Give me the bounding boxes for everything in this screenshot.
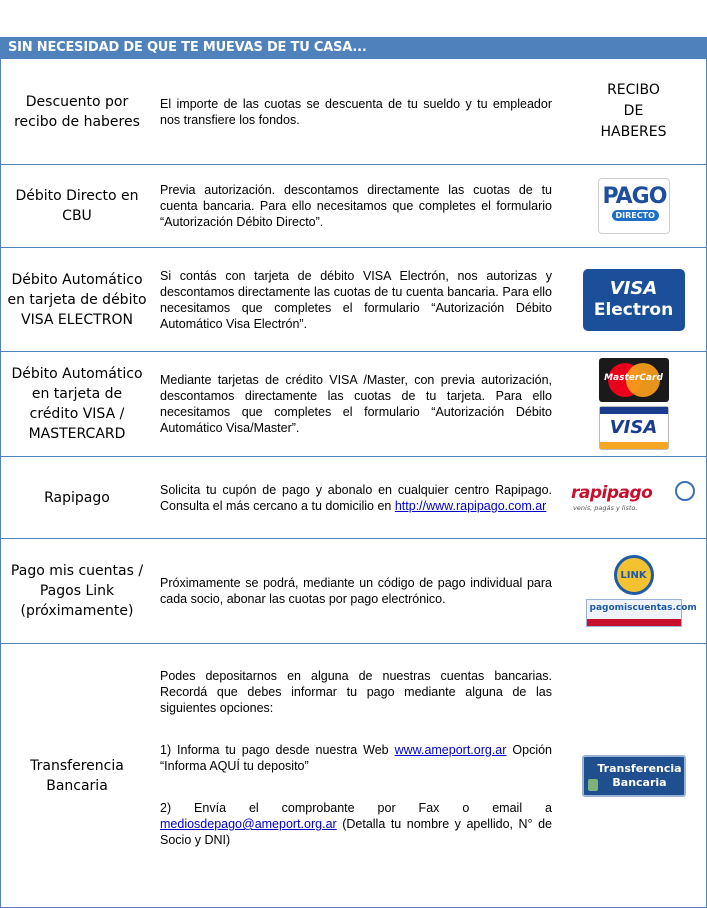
row-text: Próximamente se podrá, mediante un código de pago individual para cada socio, abonar las cuotas por pago electrónico. (160, 576, 552, 606)
transferencia-bancaria-logo (561, 644, 706, 907)
row-text-paragraph: (Detalla tu nombre y apellido, N° de Socio y DNI) (160, 817, 552, 847)
row-text-cell (160, 352, 552, 456)
row-text-cell (160, 539, 552, 643)
row-title-cell (1, 248, 153, 351)
pagomiscuentas-logo-text: pagomiscuentas.com (589, 603, 697, 613)
row-text: El importe de las cuotas se descuenta de tu sueldo y tu empleador nos transfiere los fondos. (160, 96, 552, 127)
row-title: Pago mis cuentas / Pagos Link (próximamente) (10, 563, 144, 619)
table-row (0, 165, 707, 248)
rapipago-logo (561, 457, 706, 538)
row-text-cell (160, 59, 552, 164)
row-text-cell (160, 248, 552, 351)
mastercard-logo (599, 358, 669, 402)
magnifier-icon (675, 481, 695, 501)
visa-electron-logo (561, 248, 706, 351)
link-logo (614, 555, 654, 595)
pago-directo-logo-sub: DIRECTO (612, 210, 659, 221)
transferencia-logo-line2: Bancaria (612, 775, 667, 789)
link-logo-text: LINK (620, 569, 647, 581)
pago-directo-logo-text: PAGO (602, 184, 667, 209)
card-logos (561, 352, 706, 456)
table-row (0, 457, 707, 539)
visa-logo-text: VISA (609, 417, 658, 438)
ameport-web-link[interactable]: www.ameport.org.ar (394, 743, 507, 757)
table-row (0, 644, 707, 908)
page-title: SIN NECESIDAD DE QUE TE MUEVAS DE TU CASA... (0, 37, 707, 59)
row-text-cell (160, 165, 552, 247)
pagomiscuentas-logo (586, 599, 697, 627)
row-text-paragraph: 1) Informa tu pago desde nuestra Web (160, 743, 389, 757)
row-title: Débito Directo en CBU (15, 188, 139, 224)
row-text: Solicita tu cupón de pago y abonalo en cualquier centro Rapipago. Consulta el más cercano a tu domicilio en (160, 482, 552, 513)
row-text-paragraph: Opción “Informa AQUÍ tu deposito” (160, 743, 552, 773)
row-text: Si contás con tarjeta de débito VISA Electrón, nos autorizas y descontamos directamente las cuotas de tu cuenta bancaria. Para ello necesitamos que completes el formulario “Autorización Débito Automático Visa Electrón”. (160, 268, 552, 331)
row-title: Rapipago (44, 489, 110, 506)
row-text-cell (160, 644, 552, 907)
rapipago-link[interactable]: http://www.rapipago.com.ar (394, 498, 547, 513)
row-title-cell (1, 352, 153, 456)
row-text-cell (160, 457, 552, 538)
row-title: Descuento por recibo de haberes (14, 93, 140, 130)
pago-directo-logo (561, 165, 706, 247)
visa-electron-logo-line1: VISA (609, 277, 658, 299)
recibo-line: HABERES (600, 124, 667, 140)
email-link[interactable]: mediosdepago@ameport.org.ar (160, 817, 337, 831)
table-row (0, 352, 707, 457)
link-pagomiscuentas-logos (561, 539, 706, 643)
row-title: Débito Automático en tarjeta de débito VISA ELECTRON (7, 271, 147, 328)
mastercard-logo-text: MasterCard (604, 373, 663, 383)
table-row (0, 59, 707, 165)
row-title-cell (1, 644, 153, 907)
row-title: Débito Automático en tarjeta de crédito VISA / MASTERCARD (11, 366, 143, 442)
visa-electron-logo-line2: Electron (593, 299, 674, 320)
row-text-paragraph: 2) Envía el comprobante por Fax o email a (160, 801, 552, 815)
visa-logo (599, 406, 669, 450)
row-text-paragraph: Podes depositarnos en alguna de nuestras cuentas bancarias. Recordá que debes informar tu pago mediante alguna de las siguientes opciones: (160, 669, 552, 715)
row-text: Mediante tarjetas de crédito VISA /Master, con previa autorización, descontamos directamente las cuotas de tu tarjeta. Para ello necesitamos que completes el formulario “Autorización Débito Automático Visa/Master”. (160, 373, 552, 435)
rapipago-logo-slogan: venis, pagás y listo. (573, 503, 638, 512)
recibo-haberes-label (561, 59, 706, 164)
table-row (0, 539, 707, 644)
rapipago-logo-text: rapipago (571, 482, 653, 503)
table-row (0, 248, 707, 352)
row-text: Previa autorización. descontamos directamente las cuotas de tu cuenta bancaria. Para ello necesitamos que completes el formulario “Autorización Débito Directo”. (160, 183, 552, 229)
row-title: Transferencia Bancaria (30, 757, 124, 794)
row-title-cell (1, 457, 153, 538)
recibo-line: RECIBO (607, 82, 660, 98)
money-icon (588, 779, 598, 791)
recibo-line: DE (623, 103, 644, 119)
transferencia-logo-line1: Transferencia (597, 761, 682, 775)
row-title-cell (1, 539, 153, 643)
row-title-cell (1, 165, 153, 247)
row-title-cell (1, 59, 153, 164)
